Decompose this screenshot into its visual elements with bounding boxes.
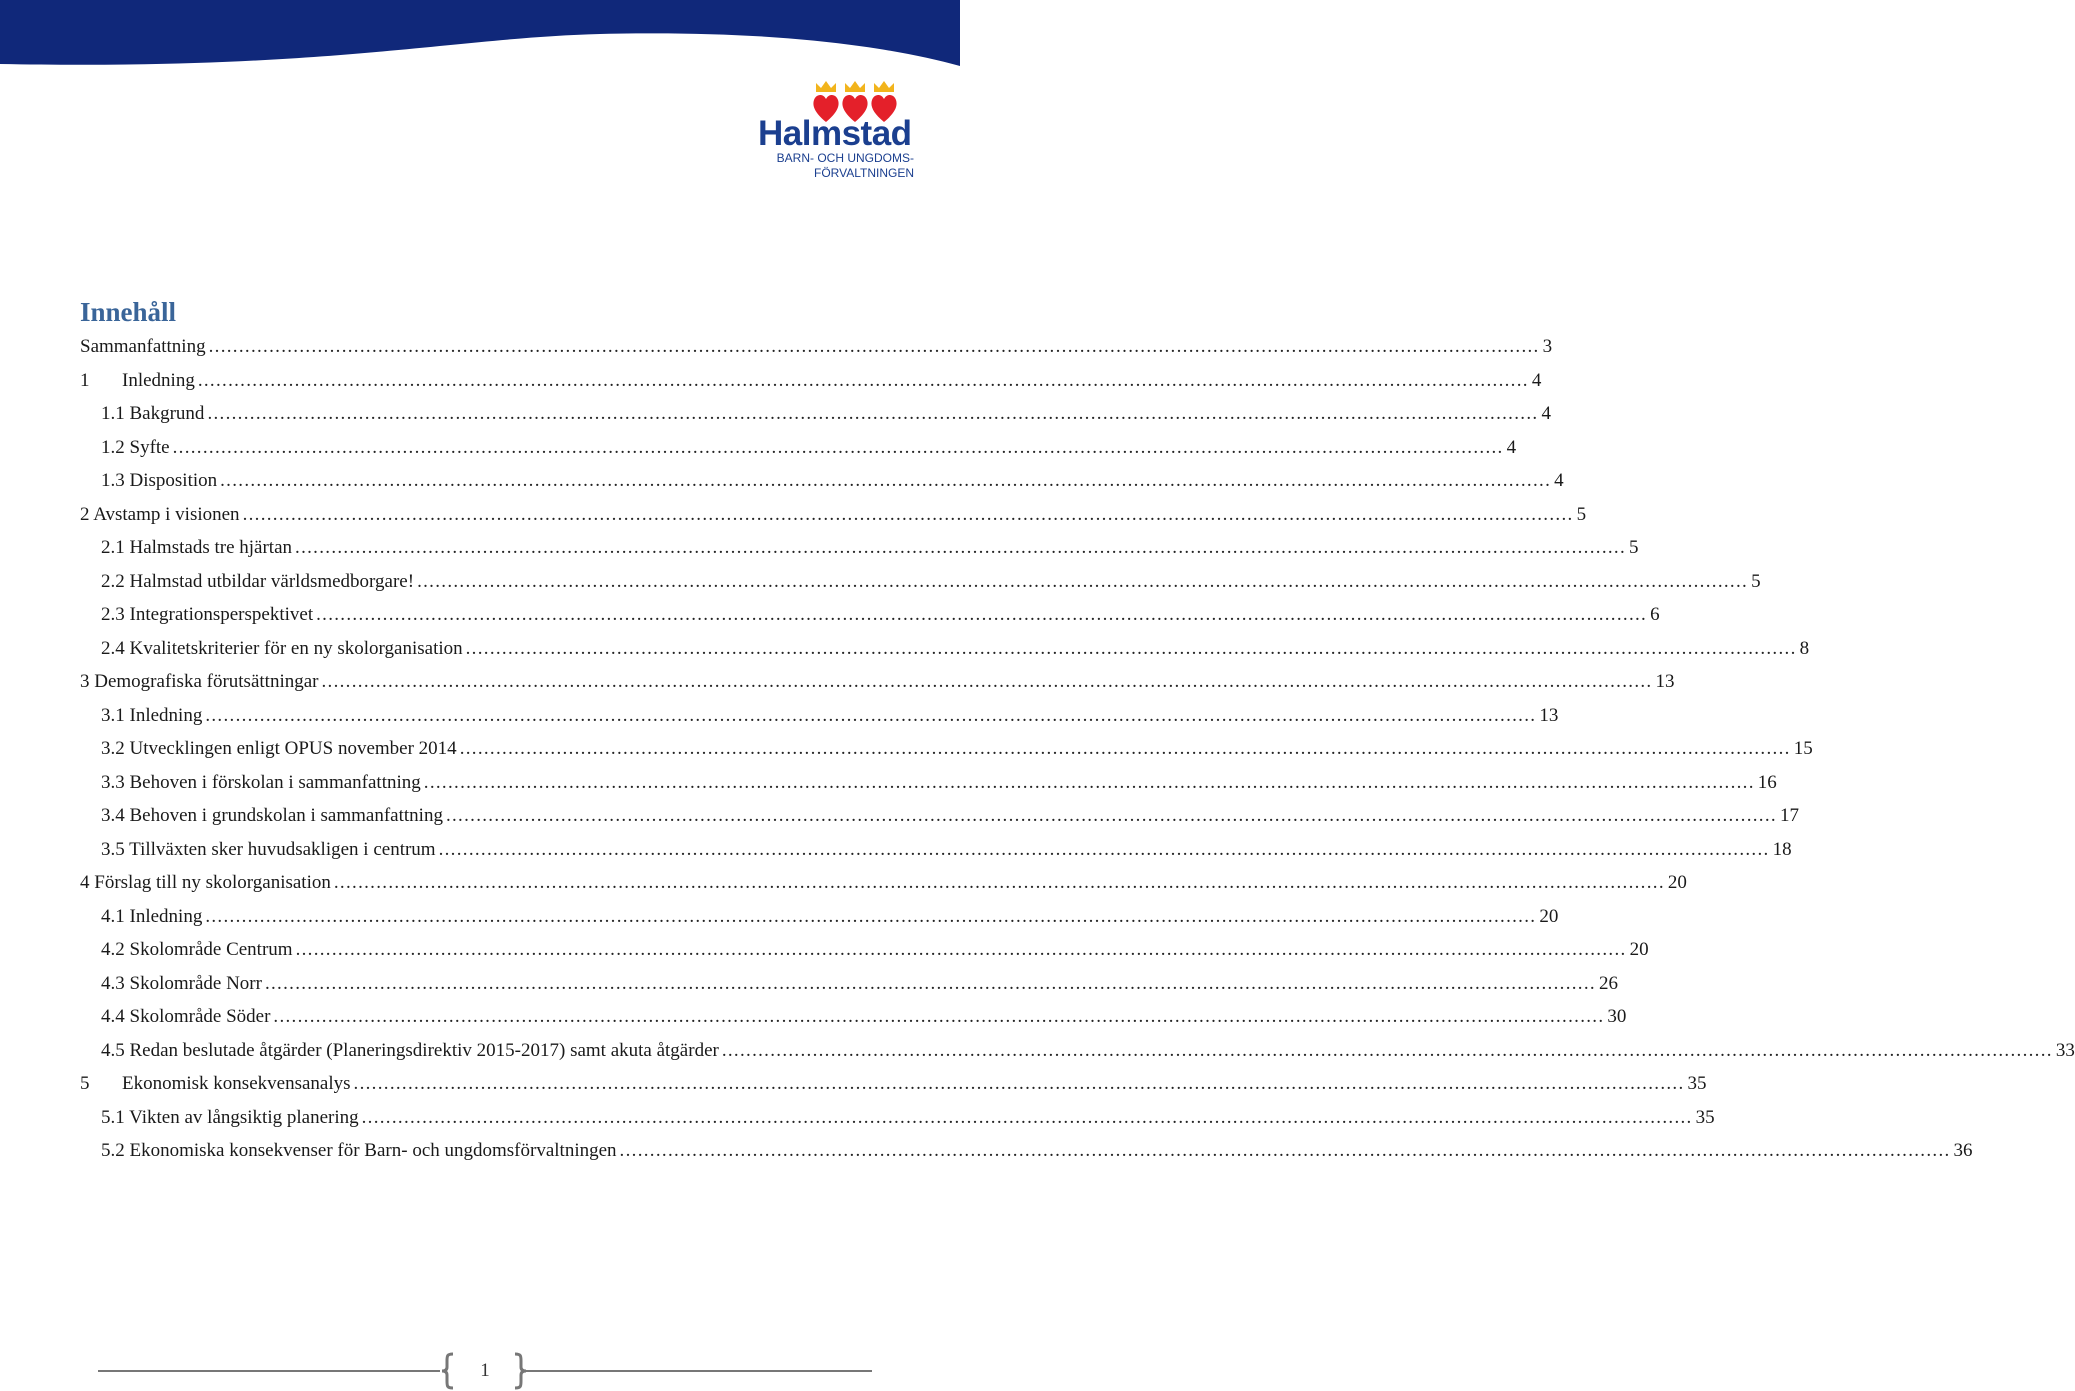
toc-dot-leader: ............................................................................................................................................................................................................................ — [321, 671, 1653, 692]
toc-entry[interactable] — [80, 364, 1542, 397]
toc-dot-leader: ............................................................................................................................................................................................................................ — [207, 403, 1539, 424]
toc-dot-leader: ............................................................................................................................................................................................................................ — [172, 436, 1504, 458]
toc-entry-label: 2.4 Kvalitetskriterier för en ny skolorganisation — [101, 637, 463, 659]
toc-entry[interactable] — [101, 531, 1639, 564]
toc-entry-label: 1.1 Bakgrund — [101, 403, 205, 424]
toc-dot-leader: ............................................................................................................................................................................................................................ — [205, 704, 1537, 726]
toc-entry[interactable] — [101, 565, 1761, 598]
toc-dot-leader: ............................................................................................................................................................................................................................ — [242, 503, 1574, 525]
toc-dot-leader: ............................................................................................................................................................................................................................ — [361, 1106, 1693, 1128]
toc-entry-page: 5 — [1751, 570, 1761, 592]
toc-entry-page: 4 — [1531, 369, 1542, 391]
logo-subtitle-line1: BARN- OCH UNGDOMS- — [776, 151, 914, 165]
right-brace-icon — [512, 1352, 528, 1390]
halmstad-logo — [756, 80, 916, 180]
toc-entry-page: 35 — [1695, 1106, 1715, 1128]
toc-entry-page: 15 — [1793, 738, 1813, 759]
toc-entry-page: 8 — [1799, 637, 1810, 659]
toc-dot-leader: ............................................................................................................................................................................................................................ — [459, 738, 1791, 759]
toc-entry[interactable] — [101, 397, 1551, 430]
toc-entry-page: 3 — [1542, 336, 1553, 357]
toc-entry-label: 2.2 Halmstad utbildar världsmedborgare! — [101, 570, 415, 592]
toc-entry-page: 5 — [1576, 503, 1587, 525]
toc-entry[interactable] — [101, 1101, 1715, 1134]
toc-dot-leader: ............................................................................................................................................................................................................................ — [619, 1140, 1951, 1161]
toc-entry-page: 35 — [1687, 1073, 1707, 1094]
page-number: 1 — [480, 1360, 490, 1381]
toc-entry[interactable] — [101, 464, 1564, 497]
toc-entry-label: 4.2 Skolområde Centrum — [101, 939, 293, 960]
toc-entry-page: 17 — [1779, 805, 1799, 826]
toc-entry-label: 1.3 Disposition — [101, 470, 218, 491]
toc-entry[interactable] — [101, 699, 1559, 732]
toc-entry-label: 1.2 Syfte — [101, 436, 170, 458]
toc-entry-label: 3 Demografiska förutsättningar — [80, 671, 319, 692]
left-brace-icon — [440, 1352, 456, 1390]
toc-entry[interactable] — [80, 665, 1675, 698]
toc-entry[interactable] — [80, 1067, 1707, 1100]
toc-entry-page: 20 — [1667, 872, 1687, 893]
toc-dot-leader: ............................................................................................................................................................................................................................ — [465, 637, 1797, 659]
toc-entry[interactable] — [101, 431, 1517, 464]
toc-dot-leader: ............................................................................................................................................................................................................................ — [208, 336, 1540, 357]
toc-entry-label: 2.1 Halmstads tre hjärtan — [101, 537, 293, 558]
toc-entry[interactable] — [101, 766, 1777, 799]
toc-entry[interactable] — [101, 833, 1792, 866]
toc-entry[interactable] — [101, 598, 1660, 631]
toc-entry-page: 13 — [1539, 704, 1559, 726]
toc-dot-leader: ............................................................................................................................................................................................................................ — [353, 1073, 1685, 1094]
toc-dot-leader: ............................................................................................................................................................................................................................ — [197, 369, 1529, 391]
toc-entry-label: 5.2 Ekonomiska konsekvenser för Barn- och ungdomsförvaltningen — [101, 1140, 617, 1161]
toc-entry[interactable] — [101, 732, 1813, 765]
toc-entry[interactable] — [101, 1034, 2075, 1067]
toc-entry[interactable] — [101, 1000, 1627, 1033]
toc-dot-leader: ............................................................................................................................................................................................................................ — [438, 838, 1770, 860]
toc-entry-label: 4.1 Inledning — [101, 905, 203, 927]
toc-dot-leader: ............................................................................................................................................................................................................................ — [316, 604, 1648, 625]
toc-entry-page: 20 — [1629, 939, 1649, 960]
toc-entry-label: Inledning — [122, 369, 195, 391]
toc-dot-leader: ............................................................................................................................................................................................................................ — [220, 470, 1552, 491]
toc-entry-number: 1 — [80, 369, 90, 391]
logo-subtitle-line2: FÖRVALTNINGEN — [813, 166, 914, 180]
toc-entry-label: 4 Förslag till ny skolorganisation — [80, 872, 331, 893]
toc-entry-label: 3.2 Utvecklingen enligt OPUS november 2014 — [101, 738, 457, 759]
toc-entry-label: 4.4 Skolområde Söder — [101, 1006, 271, 1027]
toc-dot-leader: ............................................................................................................................................................................................................................ — [264, 972, 1596, 994]
toc-entry-page: 4 — [1554, 470, 1564, 491]
toc-entry[interactable] — [101, 799, 1799, 832]
header-wave-band — [0, 0, 960, 90]
toc-entry-label: 4.5 Redan beslutade åtgärder (Planeringsdirektiv 2015-2017) samt akuta åtgärder — [101, 1039, 719, 1061]
toc-dot-leader: ............................................................................................................................................................................................................................ — [295, 537, 1627, 558]
toc-title: Innehåll — [80, 297, 177, 327]
toc-entry-page: 5 — [1629, 537, 1639, 558]
toc-entry-page: 18 — [1772, 838, 1792, 860]
toc-entry-label: 3.5 Tillväxten sker huvudsakligen i centrum — [101, 838, 436, 860]
toc-dot-leader: ............................................................................................................................................................................................................................ — [417, 570, 1749, 592]
toc-entry-label: Ekonomisk konsekvensanalys — [122, 1073, 351, 1094]
toc-entry-page: 13 — [1655, 671, 1675, 692]
toc-entry-label: 3.1 Inledning — [101, 704, 203, 726]
toc-entry[interactable] — [101, 967, 1618, 1000]
toc-entry-number: 5 — [80, 1073, 90, 1094]
toc-entry[interactable] — [101, 632, 1810, 665]
toc-entry[interactable] — [101, 900, 1559, 933]
toc-entry-label: 4.3 Skolområde Norr — [101, 972, 262, 994]
toc-entry[interactable] — [101, 1134, 1973, 1167]
toc-entry-label: 3.4 Behoven i grundskolan i sammanfattning — [101, 805, 443, 826]
toc-entry-label: 2 Avstamp i visionen — [80, 503, 240, 525]
toc-entry-label: Sammanfattning — [80, 336, 206, 357]
footer-rule-right — [524, 1370, 872, 1372]
toc-dot-leader: ............................................................................................................................................................................................................................ — [295, 939, 1627, 960]
toc-entry-page: 4 — [1541, 403, 1551, 424]
toc-dot-leader: ............................................................................................................................................................................................................................ — [333, 872, 1665, 893]
toc-dot-leader: ............................................................................................................................................................................................................................ — [205, 905, 1537, 927]
footer-rule-left — [98, 1370, 440, 1372]
toc-entry-page: 20 — [1539, 905, 1559, 927]
toc-entry-label: 3.3 Behoven i förskolan i sammanfattning — [101, 771, 421, 793]
toc-entry-page: 16 — [1757, 771, 1777, 793]
toc-entry-page: 4 — [1506, 436, 1517, 458]
toc-entry-page: 6 — [1650, 604, 1660, 625]
toc-dot-leader: ............................................................................................................................................................................................................................ — [423, 771, 1755, 793]
toc-dot-leader: ............................................................................................................................................................................................................................ — [721, 1039, 2053, 1061]
logo-name: Halmstad — [758, 114, 912, 153]
toc-entry-page: 26 — [1598, 972, 1618, 994]
toc-entry[interactable] — [101, 933, 1649, 966]
toc-entry[interactable] — [80, 498, 1587, 531]
toc-dot-leader: ............................................................................................................................................................................................................................ — [445, 805, 1777, 826]
toc-entry-label: 5.1 Vikten av långsiktig planering — [101, 1106, 359, 1128]
toc-entry-page: 30 — [1607, 1006, 1627, 1027]
toc-entry[interactable] — [80, 866, 1687, 899]
toc-entry-label: 2.3 Integrationsperspektivet — [101, 604, 314, 625]
toc-entry[interactable] — [80, 330, 1553, 363]
toc-entry-page: 33 — [2055, 1039, 2075, 1061]
toc-dot-leader: ............................................................................................................................................................................................................................ — [273, 1006, 1605, 1027]
toc-entry-page: 36 — [1953, 1140, 1973, 1161]
